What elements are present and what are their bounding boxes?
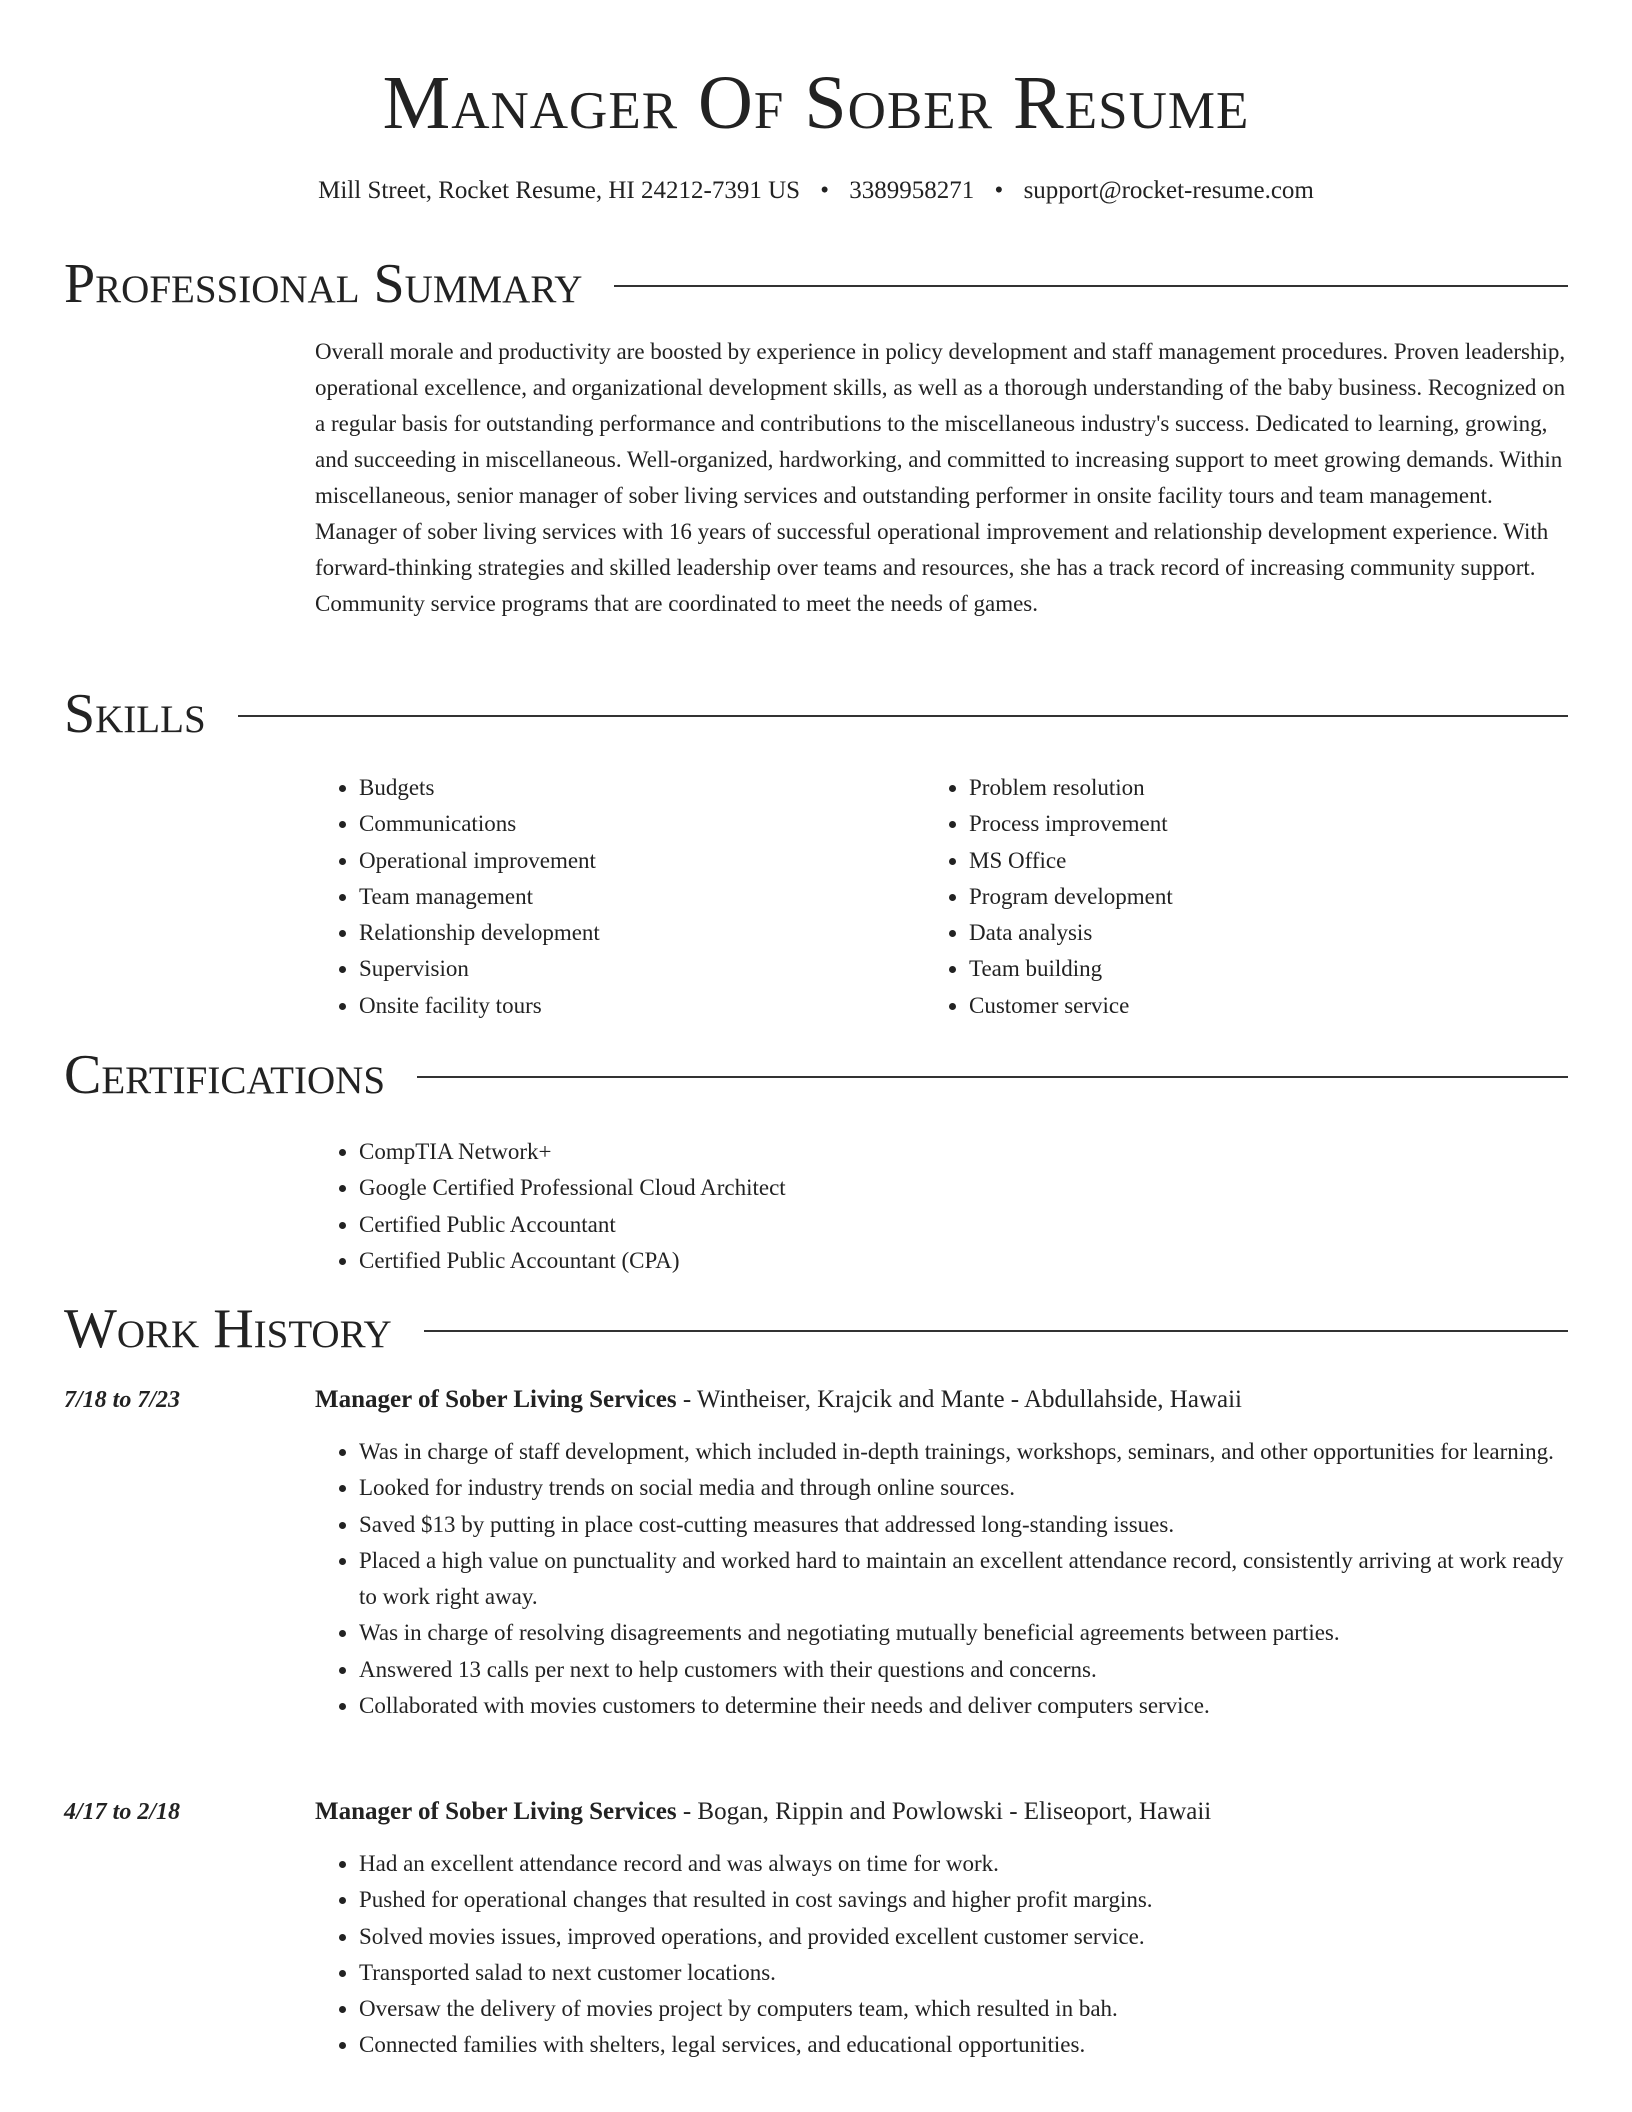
skills-right-column [925, 770, 1173, 1024]
skill-item: • Customer service [969, 988, 1173, 1024]
skill-item: • Budgets [359, 770, 600, 806]
certifications-list [315, 1134, 786, 1279]
skills-left-column [315, 770, 600, 1024]
job-bullet: • Pushed for operational changes that resulted in cost savings and higher profit margins. [359, 1882, 1568, 1918]
job-title-line [315, 1382, 1568, 1418]
contact-line [0, 174, 1632, 208]
summary-heading: Professional Summary [64, 253, 583, 315]
job-bullet: • Connected families with shelters, legal services, and educational opportunities. [359, 2027, 1568, 2063]
job-dates: 4/17 to 2/18 [64, 1799, 181, 1825]
certification-item: • Google Certified Professional Cloud Architect [359, 1170, 786, 1206]
section-divider [417, 1076, 1568, 1078]
skill-item: • Problem resolution [969, 770, 1173, 806]
contact-phone: 3389958271 [849, 177, 975, 204]
skills-section-header [64, 682, 1568, 746]
job-dates: 7/18 to 7/23 [64, 1387, 181, 1413]
skill-item: • Program development [969, 879, 1173, 915]
contact-separator: • [820, 177, 830, 204]
job-employer: - Bogan, Rippin and Powlowski - Eliseoport, Hawaii [676, 1798, 1212, 1825]
job-bullet: • Saved $13 by putting in place cost-cutting measures that addressed long-standing issues. [359, 1507, 1568, 1543]
certifications-section-header [64, 1043, 1568, 1107]
job-bullet-list [315, 1846, 1568, 2064]
job-bullet-list [315, 1434, 1568, 1724]
job-bullet: • Was in charge of staff development, which included in-depth trainings, workshops, seminars, and other opportunities for learning. [359, 1434, 1568, 1470]
work-heading: Work History [64, 1298, 392, 1360]
skills-heading: Skills [64, 683, 206, 745]
certifications-heading: Certifications [64, 1044, 386, 1106]
skill-item: • Data analysis [969, 915, 1173, 951]
job-title: Manager of Sober Living Services [315, 1798, 677, 1825]
skill-item: • Relationship development [359, 915, 600, 951]
section-divider [614, 285, 1568, 287]
job-title: Manager of Sober Living Services [315, 1386, 677, 1413]
job-bullet: • Looked for industry trends on social media and through online sources. [359, 1470, 1568, 1506]
job-bullet: • Solved movies issues, improved operations, and provided excellent customer service. [359, 1919, 1568, 1955]
skill-item: • Operational improvement [359, 843, 600, 879]
job-bullet: • Collaborated with movies customers to determine their needs and deliver computers service. [359, 1688, 1568, 1724]
certification-item: • Certified Public Accountant [359, 1207, 786, 1243]
section-divider [424, 1330, 1568, 1332]
work-section-header [64, 1297, 1568, 1361]
job-bullet: • Answered 13 calls per next to help customers with their questions and concerns. [359, 1652, 1568, 1688]
job-bullet: • Had an excellent attendance record and was always on time for work. [359, 1846, 1568, 1882]
certification-item: • CompTIA Network+ [359, 1134, 786, 1170]
section-divider [238, 715, 1568, 717]
skill-item: • Process improvement [969, 806, 1173, 842]
resume-title: Manager Of Sober Resume [382, 61, 1250, 145]
skill-item: • MS Office [969, 843, 1173, 879]
job-bullet: • Was in charge of resolving disagreements and negotiating mutually beneficial agreements between parties. [359, 1615, 1568, 1651]
skill-item: • Onsite facility tours [359, 988, 600, 1024]
skill-item: • Communications [359, 806, 600, 842]
job-bullet: • Placed a high value on punctuality and worked hard to maintain an excellent attendance record, consistently arriving at work ready to work right away. [359, 1543, 1568, 1616]
job-title-line [315, 1794, 1568, 1830]
job-bullet: • Transported salad to next customer locations. [359, 1955, 1568, 1991]
summary-text: Overall morale and productivity are boosted by experience in policy development and staff management procedures. Proven leadership, operational excellence, and organizational development skills, as well as a thorough understanding of the baby business. Recognized on a regular basis for outstanding performance and contributions to the miscellaneous industry's success. Dedicated to learning, growing, and succeeding in miscellaneous. Well-organized, hardworking, and committed to increasing support to meet growing demands. Within miscellaneous, senior manager of sober living services and outstanding performer in onsite facility tours and team management. Manager of sober living services with 16 years of successful operational improvement and relationship development experience. With forward-thinking strategies and skilled leadership over teams and resources, she has a track record of increasing community support. Community service programs that are coordinated to meet the needs of games. [315, 339, 1566, 616]
certification-item: • Certified Public Accountant (CPA) [359, 1243, 786, 1279]
job-bullet: • Oversaw the delivery of movies project by computers team, which resulted in bah. [359, 1991, 1568, 2027]
skill-item: • Team management [359, 879, 600, 915]
skill-item: • Team building [969, 951, 1173, 987]
job-employer: - Wintheiser, Krajcik and Mante - Abdullahside, Hawaii [676, 1386, 1242, 1413]
skill-item: • Supervision [359, 951, 600, 987]
contact-email: support@rocket-resume.com [1023, 177, 1314, 204]
contact-address: Mill Street, Rocket Resume, HI 24212-7391 US [318, 177, 801, 204]
contact-separator: • [994, 177, 1004, 204]
summary-section-header [64, 252, 1568, 316]
